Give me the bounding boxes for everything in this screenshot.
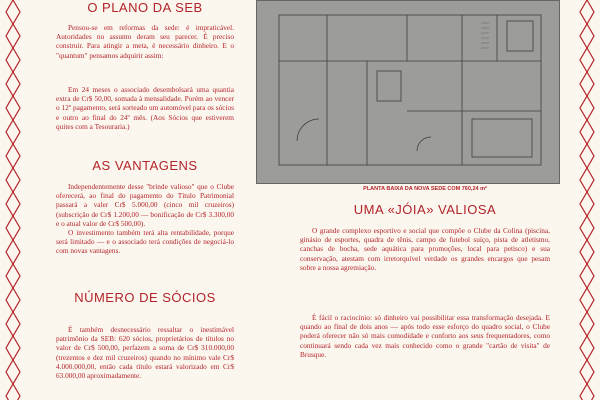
plano-paragraph-1 (56, 23, 234, 60)
joia-text-1: O grande complexo esportivo e social que compõe o Clube da Colina (piscina, ginásio de esportes, quadra de tênis, campo de futebol suíço, pista de atletismo, canchas de bocha, sede aquática para promoções, local para petisco) e sua conservação, atestam com irretorquível verdade os grandes encargos que pesam sobre a nossa agremiação. (300, 226, 550, 272)
plano-text-2: Em 24 meses o associado desembolsará uma quantia extra de Cr$ 50,00, somada à mensalidade. Porém ao vencer o 12º pagamento, será sorteado um automóvel para os sócios e outro ao final do 24º mês. (Aos Sócios que estiverem quites com a Tesouraria.) (56, 85, 234, 131)
plano-paragraph-2 (56, 85, 234, 131)
heading-vantagens: AS VANTAGENS (92, 158, 198, 173)
plano-text-1: Pensou-se em reformas da sede: é impraticável. Autoridades no assunto deram seu parecer. É preciso construir. Para atingir a meta, é necessário dinheiro. E o "quantum" pensamos adquirir assim: (56, 23, 234, 60)
heading-joia: UMA «JÓIA» VALIOSA (353, 202, 497, 217)
numero-text-1: É também desnecessário ressaltar o inestimável patrimônio da SEB: 620 sócios, proprietários de títulos no valor de Cr$ 500,00, perfazem a soma de Cr$ 310.000,00 (trezentos e dez mil cruzeiros) quando no mínimo vale Cr$ 4.000.000,00, então cada título estará valorizado em Cr$ 63.000,00 aproximadamente. (56, 325, 234, 381)
vantagens-block (56, 182, 234, 256)
vantagens-text-1: Independentemente desse "brinde valioso" que o Clube oferecerá, ao final do pagamento do Título Patrimonial passará a valer Cr$ 5.000,00 (cinco mil cruzeiros) (subscrição de Cr$ 1.200,00 — bonificação de Cr$ 3.300,00 e o atual valor de Cr$ 500,00). (56, 182, 234, 228)
floor-plan-photo (256, 0, 560, 184)
vantagens-text-2: O investimento também terá alta rentabilidade, porque será limitado — e o associado terá condições de negociá-lo com novas vantagens. (56, 228, 234, 256)
joia-text-2: É fácil o raciocínio: só dinheiro vai possibilitar essa transformação desejada. E quando ao final de dois anos — após todo esse esforço do quadro social, o Clube poderá oferecer não só mais comodidade e conforto aos seus frequentadores, como continuará sendo cada vez mais conhecido como o grande "cartão de visita" de Brusque. (300, 313, 550, 359)
plan-caption: PLANTA BAIXA DA NOVA SEDE COM 760,24 m² (363, 186, 487, 192)
diamond-chain-border-icon (578, 0, 596, 400)
decorative-border-right (578, 0, 596, 400)
diamond-chain-border-icon (4, 0, 22, 400)
numero-block (56, 325, 234, 380)
heading-plano: O PLANO DA SEB (87, 0, 203, 15)
joia-paragraph-2 (300, 313, 550, 359)
heading-numero-socios: NÚMERO DE SÓCIOS (74, 290, 216, 305)
joia-paragraph-1 (300, 226, 550, 272)
decorative-border-left (4, 0, 22, 400)
floor-plan-icon (257, 1, 559, 183)
